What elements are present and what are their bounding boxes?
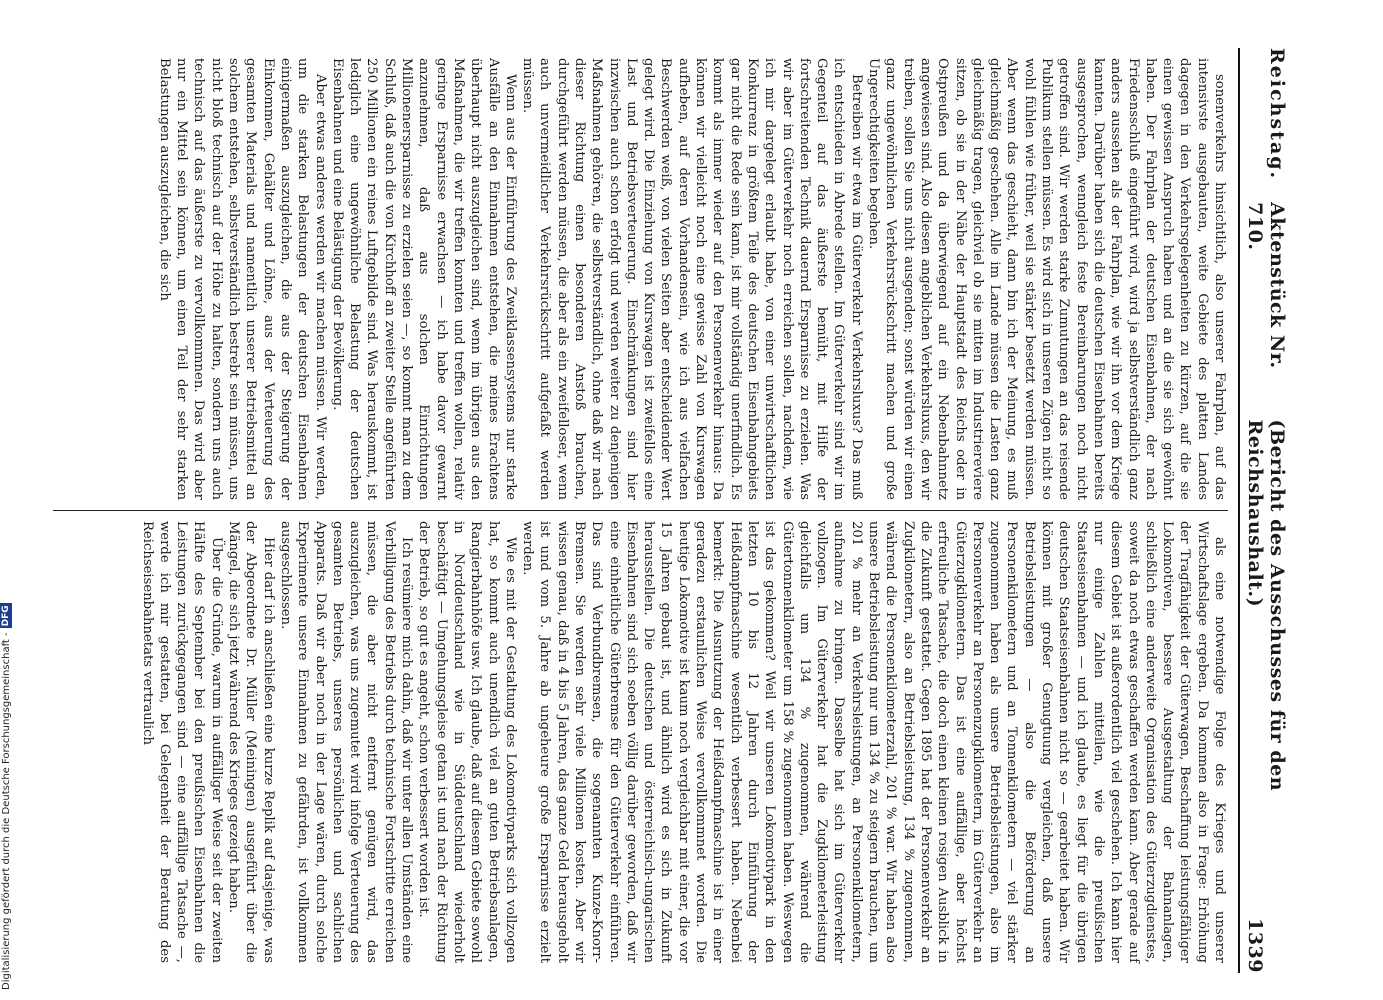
paragraph: Hier darf ich anschließen eine kurze Replik auf dasjenige, was der Abgeordnete Dr. Müller (Meiningen) ausgeführt über die Mängel, die sich jetzt während des Krieges gezeigt haben. xyxy=(226,521,276,963)
column-right xyxy=(53,511,1228,973)
page-content xyxy=(50,48,1288,973)
paragraph: Aber etwas anderes werden wir machen müssen. Wir werden, um die starken Belastungen der deutschen Eisenbahnen einigermaßen auszugleichen, die aus der Steigerung der Einkommen, Gehälter und Löhne, aus der Verteuerung des gesamten Materials und namentlich unserer Betriebsmittel an solchem entstehen, selbstverständlich bestrebt sein müssen, uns nicht bloß technisch auf der Höhe zu halten, sondern uns auch technisch auf das äußerste zu vervollkommnen. Das wird aber nur ein Mittel sein können, um einen Teil der sehr starken Belastungen auszugleichen, die sich xyxy=(156,58,328,500)
header-section: Reichstag. xyxy=(1266,48,1288,181)
paragraph: Wie es mit der Gestaltung des Lokomotivparks sich vollzogen hat, so kommt auch unendlich viel an guten Betriebsanlagen, Rangierbahnhöfe usw. Ich glaube, daß auf diesem Gebiete sowohl in Norddeutschland wie in Süddeutschland wiederholt beschäftigt — Umgehungsgleise getan ist und nach der Richtung der Betrieb, so gut es angeht, schon verbessert worden ist. xyxy=(416,521,518,963)
paragraph: Wenn aus der Einführung des Zweiklassensystems nur starke Ausfälle an den Einnahmen entstehen, die meines Erachtens überhaupt nicht auszugleichen sind, wenn im übrigen aus den Maßnahmen, die wir treffen konnten und treffen wollen, relativ geringe Ersparnisse erwachsen — ich habe davor gewarnt anzunehmen, daß aus solchen Einrichtungen Millionenersparnisse zu erzielen seien —, so kommt man zu dem Schluß, daß auch die von Kirchhoff an zweiter Stelle angeführten 250 Millionen ein reines Luftgebilde sind. Was herauskommt, ist lediglich eine ungewöhnliche Belastung der deutschen Eisenbahnen und eine Belästigung der Bevölkerung. xyxy=(329,58,518,500)
paragraph: sonenverkehrs hinsichtlich, also unserer Fahrplan, auf das intensivste ausgebauten, weite Gebiete des platten Landes dagegen in den Verkehrsgelegenheiten zu kürzen, auf die sie einen gewissen Anspruch haben und an die sie sich gewöhnt haben. Der Fahrplan der deutschen Eisenbahnen, der nach Friedensschluß eingeführt wird, wird ja selbstverständlich ganz anders aussehen als der Fahrplan, wie wir ihn vor dem Kriege kannten. Darüber haben sich die deutschen Eisenbahnen bereits ausgesprochen, wenngleich feste Bereinbarungen noch nicht getroffen sind. Wir werden starke Zumutungen an das reisende Publikum stellen müssen. Es wird sich in unseren Zügen nicht so wohl fühlen wie früher, weil sie stärker besetzt werden müssen. Aber wenn das geschieht, dann bin ich der Meinung, es muß gleichmäßig geschehen. Alle im Lande müssen die Lasten ganz gleichmäßig tragen, gleichviel ob sie mitten im Industriereviere sitzen, ob sie in der Nähe der Hauptstadt des Reichs oder in Ostpreußen und da überwiegend auf ein Nebenbahnnetz angewiesen sind. Also diesen angeblichen Verkehrsluxus, den wir treiben, sollen Sie uns nicht ausgenden; sonst würden wir einen ganz ungewöhnlichen Verkehrsrückschritt machen und große Ungerechtigkeiten begehen. xyxy=(866,58,1227,500)
paragraph: Betreiben wir etwa im Güterverkehr Verkehrsluxus? Das muß ich entschieden in Abrede stellen. Im Güterverkehr sind wir im Gegenteil auf das äußerste bemüht, mit Hilfe der fortschreitenden Technik dauernd Ersparnisse zu erzielen. Was wir aber im Güterverkehr noch erreichen sollen, nachdem, wie ich mir dargelegt erlaubt habe, von einer unwirtschaftlichen Konkurrenz in größtem Teile des deutschen Eisenbahngebiets gar nicht die Rede sein kann, ist mir vollständig unerfindlich. Es kommt als immer wieder auf den Personenverkehr hinaus: Da können wir vielleicht noch eine gewisse Zahl von Kurswagen aufheben, auf deren Vorhandensein, wie ich aus vielfachen Beschwerden weiß, von vielen Seiten aber entscheidender Wert gelegt wird. Die Einziehung von Kurswagen ist zweifellos eine Last und Betriebsverteuerung. Einschränkungen sind hier inzwischen auch schon erfolgt und werden weiter zu denjenigen Maßnahmen gehören, die selbstverständlich, ohne daß wir nach dieser Richtung einen besonderen Anstoß brauchen, durchgeführt werden müssen, die aber als ein zweifelloser, wenn auch unvermeidlicher Verkehrsrückschritt aufgefaßt werden müssen. xyxy=(520,58,864,500)
scanned-page xyxy=(50,48,1380,973)
header-left xyxy=(1244,48,1288,918)
digitization-footer xyxy=(0,140,14,990)
column-left xyxy=(53,48,1228,510)
footer-text: Digitalisierung gefördert durch die Deutsche Forschungsgemeinschaft - xyxy=(0,632,12,990)
paragraph: als eine notwendige Folge des Krieges und unserer Wirtschaftslage ergeben. Da kommen also in Frage: Erhöhung der Tragfähigkeit der Güterwagen, Beschaffung leistungsfähiger Lokomotiven, bessere Ausgestaltung der Bahnanlagen, schließlich eine anderweite Organisation des Güterzugdienstes, soweit da noch etwas geschaffen werden kann. Aber gerade auf diesem Gebiet ist außerordentlich viel geschehen. Ich kann hier nur einige Zahlen mitteilen, wie die preußischen Staatseisenbahnen — und ich glaube, es liegt für die übrigen deutschen Staatseisenbahnen nicht so — gearbeitet haben. Wir können mit großer Genugtuung vergleichen, daß unsere Betriebsleistungen — also die Beförderung an Personenkilometern und an Tonnenkilometern — viel stärker zugenommen haben als unsere Betriebsleistungen, also im Personenverkehr an Personenzugkilometern, im Güterverkehr an Güterzugkilometern. Das ist eine auffällige, aber höchst erfreuliche Tatsache, die doch einen kleinen rosigen Ausblick in die Zukunft gestattet. Gegen 1895 hat der Personenverkehr an Zugkilometern, also an Betriebsleistung, 134 % zugenommen, während die Personenkilometerzahl, 201 % war. Wir haben also unsere Betriebsleistung nur um 134 % zu steigern brauchen, um 201 % mehr an Verkehrsleistungen, an Personenkilometern, aufnahme zu bringen. Dasselbe hat sich im Güterverkehr vollzogen. Im Güterverkehr hat die Zugkilometerleistung gleichfalls um 134 % zugenommen, während die Gütertonnenkilometer um 158 % zugenommen haben. Weswegen ist das gekommen? Weil wir unseren Lokomotivpark in den letzten 10 bis 12 Jahren durch Einführung der Heißdampfmaschine wesentlich verbessert haben. Nebenbei bemerkt: Die Ausnutzung der Heißdampfmaschine ist in einer geradezu erstaunlichen Weise vervollkommnet worden. Die heutige Lokomotive ist kaum noch vergleichbar mit einer, die vor 15 Jahren gebaut ist, und ähnlich wird es sich in Zukunft herausstellen. Die deutschen und österreichisch-ungarischen Eisenbahnen sind sich soeben völlig darüber geworden, daß wir eine einheitliche Güterbremse für den Güterverkehr einführen. Das sind Verbundbremsen, die sogenannten Kunze-Knorr-Bremsen. Sie werden sehr viele Millionen kosten. Aber wir wissen genau, daß in 4 bis 5 Jahren, das ganze Geld herausgeholt ist und vom 5. Jahre ab ungeheure große Ersparnisse erzielt werden. xyxy=(520,521,1227,963)
paragraph: Über die Gründe, warum in auffälliger Weise seit der zweiten Hälfte des September bei den preußischen Eisenbahnen die Leistungen zurückgegangen sind — eine auffällige Tatsache —, werde ich mir gestatten, bei Gelegenheit der Beratung des Reichseisenbahnetats vertraulich xyxy=(139,521,224,963)
dfg-logo-icon: DFG xyxy=(1,605,11,627)
paragraph: Ich resümiere mich dahin, daß wir unter allen Umständen eine Verbilligung des Betriebs durch technische Fortschritte erreichen müssen, die aber nicht entfernt genügen wird, das auszugleichen, was uns zugemutet wird infolge Verteuerung des gesamten Betriebs, unseres persönlichen und sachlichen Apparats. Daß wir aber noch in der Lage wären, durch solche Experimente unsere Einnahmen zu gefährden, ist vollkommen ausgeschlossen. xyxy=(277,521,415,963)
header-document: Aktenstück Nr. 710. xyxy=(1244,202,1288,369)
header-title: (Bericht des Ausschusses für den Reichshaushalt.) xyxy=(1244,419,1288,792)
page-header xyxy=(1238,48,1288,973)
page-number: 1339 xyxy=(1244,918,1266,973)
footer-text-wrap xyxy=(0,140,12,990)
text-columns xyxy=(53,48,1228,973)
